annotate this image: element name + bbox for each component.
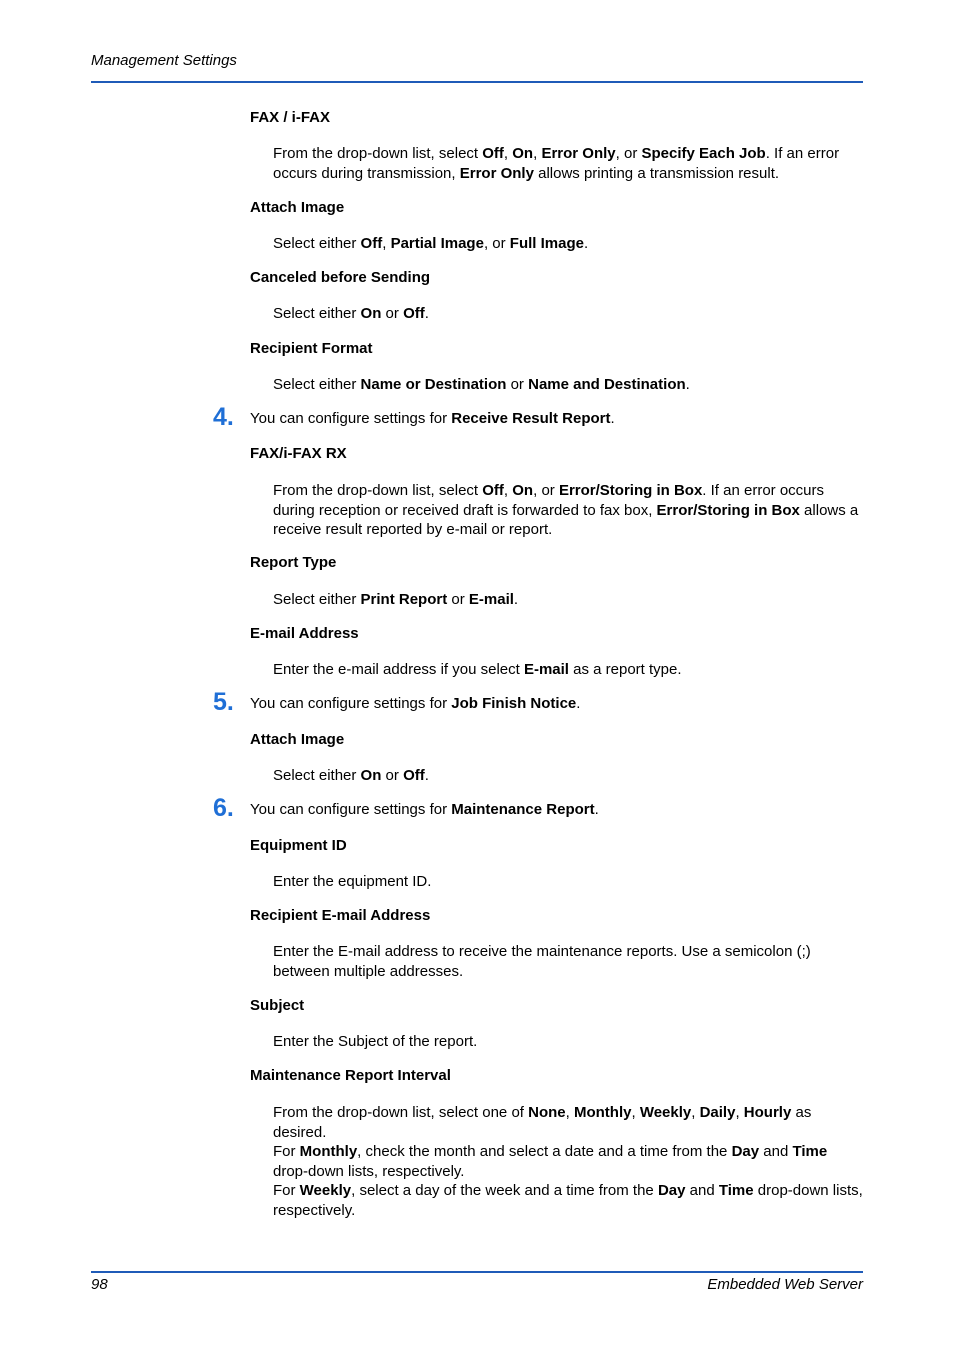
interval-line-weekly: For Weekly, select a day of the week and a time from the Day and Time drop-down lists, respectively. <box>273 1182 863 1219</box>
para-attach-image-job-finish: Select either On or Off. <box>273 767 429 784</box>
step-text-5: You can configure settings for Job Finish Notice. <box>250 695 581 712</box>
heading-email-address: E-mail Address <box>250 625 359 642</box>
para-maintenance-report-interval <box>273 1103 863 1220</box>
para-subject: Enter the Subject of the report. <box>273 1033 478 1050</box>
heading-subject: Subject <box>250 997 305 1014</box>
para-canceled-before-sending: Select either On or Off. <box>273 305 429 322</box>
footer-page-number: 98 <box>91 1276 108 1293</box>
heading-equipment-id: Equipment ID <box>250 837 347 854</box>
header-rule <box>91 81 863 83</box>
heading-maintenance-report-interval: Maintenance Report Interval <box>250 1067 451 1084</box>
step-text-4: You can configure settings for Receive Result Report. <box>250 410 615 427</box>
footer-doc-title: Embedded Web Server <box>707 1276 863 1293</box>
step-number-6: 6. <box>213 794 234 822</box>
para-attach-image: Select either Off, Partial Image, or Full Image. <box>273 235 589 252</box>
step-number-5: 5. <box>213 688 234 716</box>
heading-fax-ifax: FAX / i-FAX <box>250 109 331 126</box>
heading-recipient-email-address: Recipient E-mail Address <box>250 907 431 924</box>
para-fax-ifax: From the drop-down list, select Off, On, Error Only, or Specify Each Job. If an error occurs during transmission, Error Only allows printing a transmission result. <box>273 145 840 182</box>
heading-fax-ifax-rx: FAX/i-FAX RX <box>250 445 347 462</box>
heading-attach-image-job-finish: Attach Image <box>250 731 345 748</box>
step-text-6: You can configure settings for Maintenance Report. <box>250 801 599 818</box>
heading-recipient-format: Recipient Format <box>250 340 373 357</box>
para-fax-ifax-rx: From the drop-down list, select Off, On, or Error/Storing in Box. If an error occurs during reception or received draft is forwarded to fax box, Error/Storing in Box allows a receive result reported by e-mail or report. <box>273 482 859 538</box>
step-number-4: 4. <box>213 403 234 431</box>
para-equipment-id: Enter the equipment ID. <box>273 873 432 890</box>
heading-canceled-before-sending: Canceled before Sending <box>250 269 431 286</box>
interval-line-monthly: For Monthly, check the month and select a date and a time from the Day and Time drop-down lists, respectively. <box>273 1143 828 1180</box>
footer-rule <box>91 1271 863 1273</box>
heading-report-type: Report Type <box>250 554 337 571</box>
para-report-type: Select either Print Report or E-mail. <box>273 591 519 608</box>
page-header-title: Management Settings <box>91 52 237 69</box>
interval-line-1: From the drop-down list, select one of None, Monthly, Weekly, Daily, Hourly as desired. <box>273 1104 812 1141</box>
para-recipient-format: Select either Name or Destination or Name and Destination. <box>273 376 690 393</box>
para-recipient-email-address: Enter the E-mail address to receive the maintenance reports. Use a semicolon (;) between multiple addresses. <box>273 943 811 980</box>
heading-attach-image: Attach Image <box>250 199 345 216</box>
para-email-address: Enter the e-mail address if you select E-mail as a report type. <box>273 661 682 678</box>
